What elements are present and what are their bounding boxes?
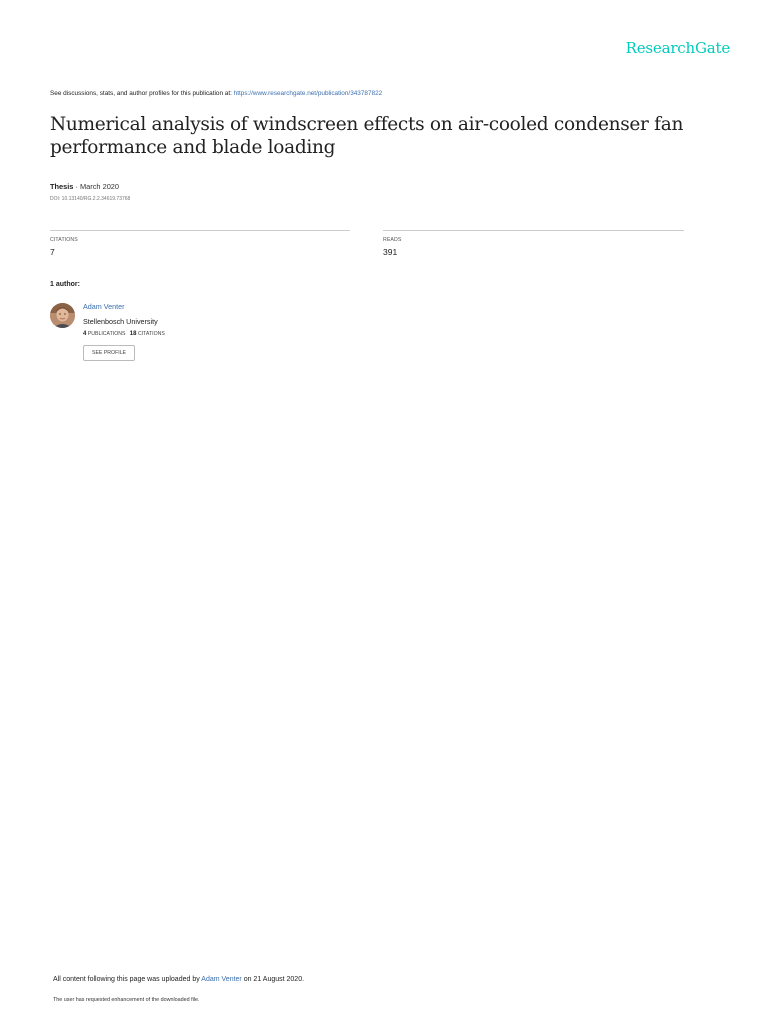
reads-label: READS xyxy=(383,237,402,243)
upload-notice xyxy=(53,976,304,983)
author-publications-count: 4 xyxy=(83,331,87,337)
author-citations-count: 18 xyxy=(129,331,137,337)
discussion-prefix: See discussions, stats, and author profiles for this publication at: xyxy=(50,90,232,97)
author-card xyxy=(83,302,165,361)
publication-doi: DOI: 10.13140/RG.2.2.34619.73768 xyxy=(50,196,131,202)
author-name-link[interactable]: Adam Venter xyxy=(83,302,125,311)
uploader-link[interactable]: Adam Venter xyxy=(201,976,242,983)
author-stats xyxy=(83,331,165,337)
citations-label: CITATIONS xyxy=(50,237,78,243)
publication-type: Thesis xyxy=(50,182,74,191)
author-publications-label: PUBLICATIONS xyxy=(87,331,126,337)
reads-stat xyxy=(383,230,684,257)
publication-url-link[interactable]: https://www.researchgate.net/publication/343787822 xyxy=(233,90,383,97)
researchgate-logo[interactable]: ResearchGate xyxy=(625,39,730,57)
publication-title: Numerical analysis of windscreen effects on air-cooled condenser fan performance and blade loading xyxy=(50,114,684,158)
authors-heading: 1 author: xyxy=(50,281,80,288)
avatar-photo-icon xyxy=(50,303,75,328)
upload-suffix: on 21 August 2020. xyxy=(243,976,305,983)
citations-value: 7 xyxy=(50,247,55,257)
discussion-line xyxy=(50,90,382,97)
author-avatar[interactable] xyxy=(50,303,75,328)
see-profile-button[interactable]: SEE PROFILE xyxy=(83,345,135,361)
author-affiliation: Stellenbosch University xyxy=(83,317,158,326)
author-citations-label: CITATIONS xyxy=(137,331,165,337)
reads-value: 391 xyxy=(383,247,398,257)
citations-stat xyxy=(50,230,350,257)
publication-meta xyxy=(50,182,119,191)
enhancement-note: The user has requested enhancement of the downloaded file. xyxy=(53,997,200,1003)
publication-date: · March 2020 xyxy=(75,182,120,191)
upload-prefix: All content following this page was uploaded by xyxy=(53,976,200,983)
